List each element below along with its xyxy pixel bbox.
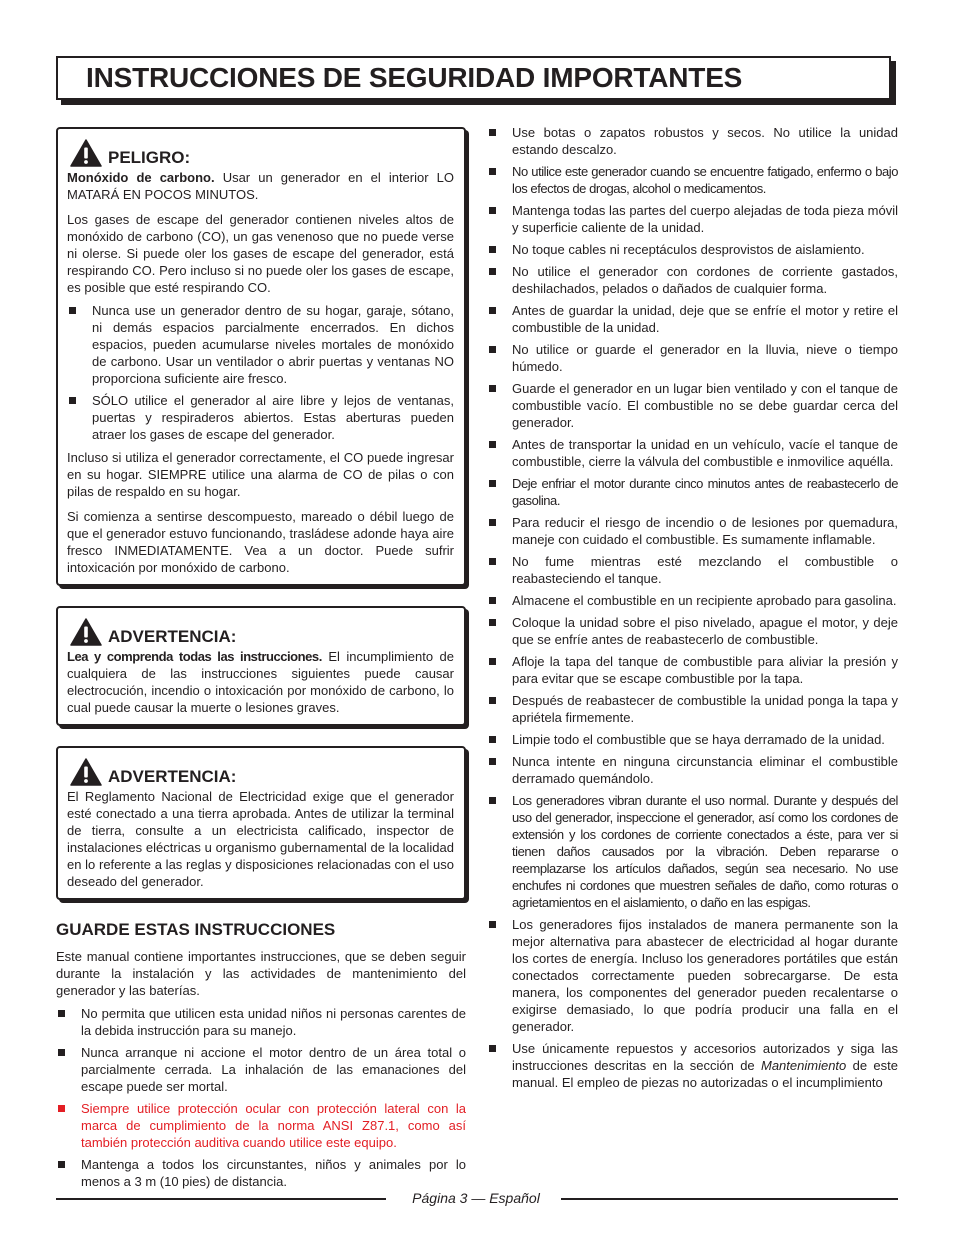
warning-box-1 <box>56 606 466 726</box>
page-footer-bar <box>56 1188 898 1208</box>
warning-1-lead-text: El incumplimiento de cualquiera de las instrucciones siguientes puede causar electrocución, incendio o intoxicación por monóxido de carbono, lo cual puede causar la muerte o lesiones graves. <box>67 649 454 715</box>
warning-2-title: ADVERTENCIA: <box>108 767 237 786</box>
warning-triangle-icon <box>70 618 102 646</box>
list-item: Deje enfriar el motor durante cinco minutos antes de reabastecerlo de gasolina. <box>487 475 898 509</box>
footer-rule-left <box>56 1198 386 1200</box>
page-number: Página 3 — Español <box>412 1190 540 1206</box>
list-item: Nunca use un generador dentro de su hogar, garaje, sótano, ni demás espacios parcialmente encerrados. En dichos espacios, pueden acumularse niveles mortales de monóxido de carbono. Usar un ventilador o abrir puertas y ventanas NO proporciona suficiente aire fresco. <box>67 302 454 387</box>
warning-1-text <box>67 648 454 716</box>
danger-header <box>67 139 454 167</box>
guard-bullets <box>56 1005 466 1190</box>
list-item: Los generadores vibran durante el uso normal. Durante y después del uso del generador, inspeccione el generador, así como los cordones de extensión y los cordones de corriente conectados a éste, para ver si tienen daños causados por la vibración. Deben repararse o reemplazarse los artículos dañados, según sea necesario. No use enchufes ni cordones que muestren señales de daño, como roturas o agrietamientos en el aislamiento, o daño en las espigas. <box>487 792 898 911</box>
danger-box <box>56 127 466 586</box>
list-item: Nunca arranque ni accione el motor dentro de un área total o parcialmente cerrada. La inhalación de las emanaciones del escape puede ser mortal. <box>56 1044 466 1095</box>
last-bullet-after: de este manual. El empleo de piezas no autorizadas o el incumplimiento <box>512 1058 898 1090</box>
list-item: Nunca intente en ninguna circunstancia eliminar el combustible derramado quemándolo. <box>487 753 898 787</box>
list-item <box>487 1040 898 1091</box>
list-item: Mantenga todas las partes del cuerpo alejadas de toda pieza móvil y superficie caliente de la unidad. <box>487 202 898 236</box>
danger-lead-text: Usar un generador en el interior LO MATARÁ EN POCOS MINUTOS. <box>67 170 454 202</box>
danger-title: PELIGRO: <box>108 148 191 167</box>
last-bullet-before: Use únicamente repuestos y accesorios autorizados y siga las instrucciones descritas en la sección de <box>512 1041 898 1073</box>
list-item: Guarde el generador en un lugar bien ventilado y con el tanque de combustible vacío. El combustible no se debe guardar cerca del generador. <box>487 380 898 431</box>
warning-box-2 <box>56 746 466 900</box>
title-banner <box>56 56 896 105</box>
title-box <box>56 56 891 100</box>
right-column <box>487 124 898 1096</box>
warning-1-header <box>67 618 454 646</box>
warning-2-header <box>67 758 454 786</box>
list-item: Para reducir el riesgo de incendio o de lesiones por quemadura, maneje con cuidado el combustible. Es sumamente inflamable. <box>487 514 898 548</box>
section-heading: GUARDE ESTAS INSTRUCCIONES <box>56 920 336 939</box>
right-bullets <box>487 124 898 1091</box>
warning-1-lead-bold: Lea y comprenda todas las instrucciones. <box>67 649 322 664</box>
danger-bullets <box>67 302 454 443</box>
list-item: Mantenga a todos los circunstantes, niños y animales por lo menos a 3 m (10 pies) de distancia. <box>56 1156 466 1190</box>
list-item: Coloque la unidad sobre el piso nivelado, apague el motor, y deje que se enfríe antes de reabastecerlo de combustible. <box>487 614 898 648</box>
list-item: Use botas o zapatos robustos y secos. No utilice la unidad estando descalzo. <box>487 124 898 158</box>
warning-1-title: ADVERTENCIA: <box>108 627 237 646</box>
section-intro: Este manual contiene importantes instrucciones, que se deben seguir durante la instalación y las actividades de mantenimiento del generador y las baterías. <box>56 949 466 998</box>
list-item: No fume mientras esté mezclando el combustible o reabasteciendo el tanque. <box>487 553 898 587</box>
warning-triangle-icon <box>70 139 102 167</box>
page-title: INSTRUCCIONES DE SEGURIDAD IMPORTANTES <box>86 62 743 93</box>
list-item: No toque cables ni receptáculos desprovistos de aislamiento. <box>487 241 898 258</box>
list-item: Afloje la tapa del tanque de combustible para aliviar la presión y para evitar que se escape combustible por la tapa. <box>487 653 898 687</box>
list-item: No utilice el generador con cordones de corriente gastados, deshilachados, pelados o dañados de cualquier forma. <box>487 263 898 297</box>
list-item: SÓLO utilice el generador al aire libre y lejos de ventanas, puertas y respiraderos abiertos. Estas aberturas pueden atraer los gases de escape del generador. <box>67 392 454 443</box>
list-item: Antes de transportar la unidad en un vehículo, vacíe el tanque de combustible, cierre la válvula del combustible e inmovilice aquélla. <box>487 436 898 470</box>
warning-2-text: El Reglamento Nacional de Electricidad exige que el generador esté conectado a una tierra aprobada. Antes de utilizar la terminal de tierra, consulte a un electricista calificado, inspector de instalaciones eléctricas u organismo gubernamental de la localidad en lo referente a las reglas y disposiciones relacionadas con el uso deseado del generador. <box>67 789 454 889</box>
danger-para-3: Si comienza a sentirse descompuesto, mareado o débil luego de que el generador estuvo funcionando, trasládese adonde haya aire fresco INMEDIATAMENTE. Vea a un doctor. Puede sufrir intoxicación por monóxido de carbono. <box>67 509 454 575</box>
list-item: Limpie todo el combustible que se haya derramado de la unidad. <box>487 731 898 748</box>
list-item: Los generadores fijos instalados de manera permanente son la mejor alternativa para abastecer de electricidad al hogar durante los cortes de energía. Incluso los generadores portátiles que están conectados correctamente pueden sobrecargarse. De esta manera, los componentes del generador pueden recalentarse o exigirse demasiado, lo que podría producir una falla en el generador. <box>487 916 898 1035</box>
list-item: Después de reabastecer de combustible la unidad ponga la tapa y apriétela firmemente. <box>487 692 898 726</box>
footer-rule-right <box>561 1198 898 1200</box>
list-item: No utilice este generador cuando se encuentre fatigado, enfermo o bajo los efectos de drogas, alcohol o medicamentos. <box>487 163 898 197</box>
left-column <box>56 127 466 1196</box>
danger-lead <box>67 169 454 203</box>
list-item: No permita que utilicen esta unidad niños ni personas carentes de la debida instrucción para su manejo. <box>56 1005 466 1039</box>
danger-para-2: Incluso si utiliza el generador correctamente, el CO puede ingresar en su hogar. SIEMPRE utilice una alarma de CO de pilas o con pilas de respaldo en su hogar. <box>67 450 454 499</box>
danger-lead-bold: Monóxido de carbono. <box>67 170 215 185</box>
list-item: Antes de guardar la unidad, deje que se enfríe el motor y retire el combustible de la unidad. <box>487 302 898 336</box>
warning-triangle-icon <box>70 758 102 786</box>
list-item: No utilice or guarde el generador en la lluvia, nieve o tiempo húmedo. <box>487 341 898 375</box>
danger-para-1: Los gases de escape del generador contienen niveles altos de monóxido de carbono (CO), un gas venenoso que no puede verse ni olerse. Si puede oler los gases de escape del generador, está respirando CO. Pero incluso si no puede oler los gases de escape, es posible que esté respirando CO. <box>67 212 454 295</box>
last-bullet-italic: Mantenimiento <box>761 1058 847 1073</box>
list-item: Almacene el combustible en un recipiente aprobado para gasolina. <box>487 592 898 609</box>
list-item-highlighted: Siempre utilice protección ocular con protección lateral con la marca de cumplimiento de la norma ANSI Z87.1, como así también protección auditiva cuando utilice este equipo. <box>56 1100 466 1151</box>
